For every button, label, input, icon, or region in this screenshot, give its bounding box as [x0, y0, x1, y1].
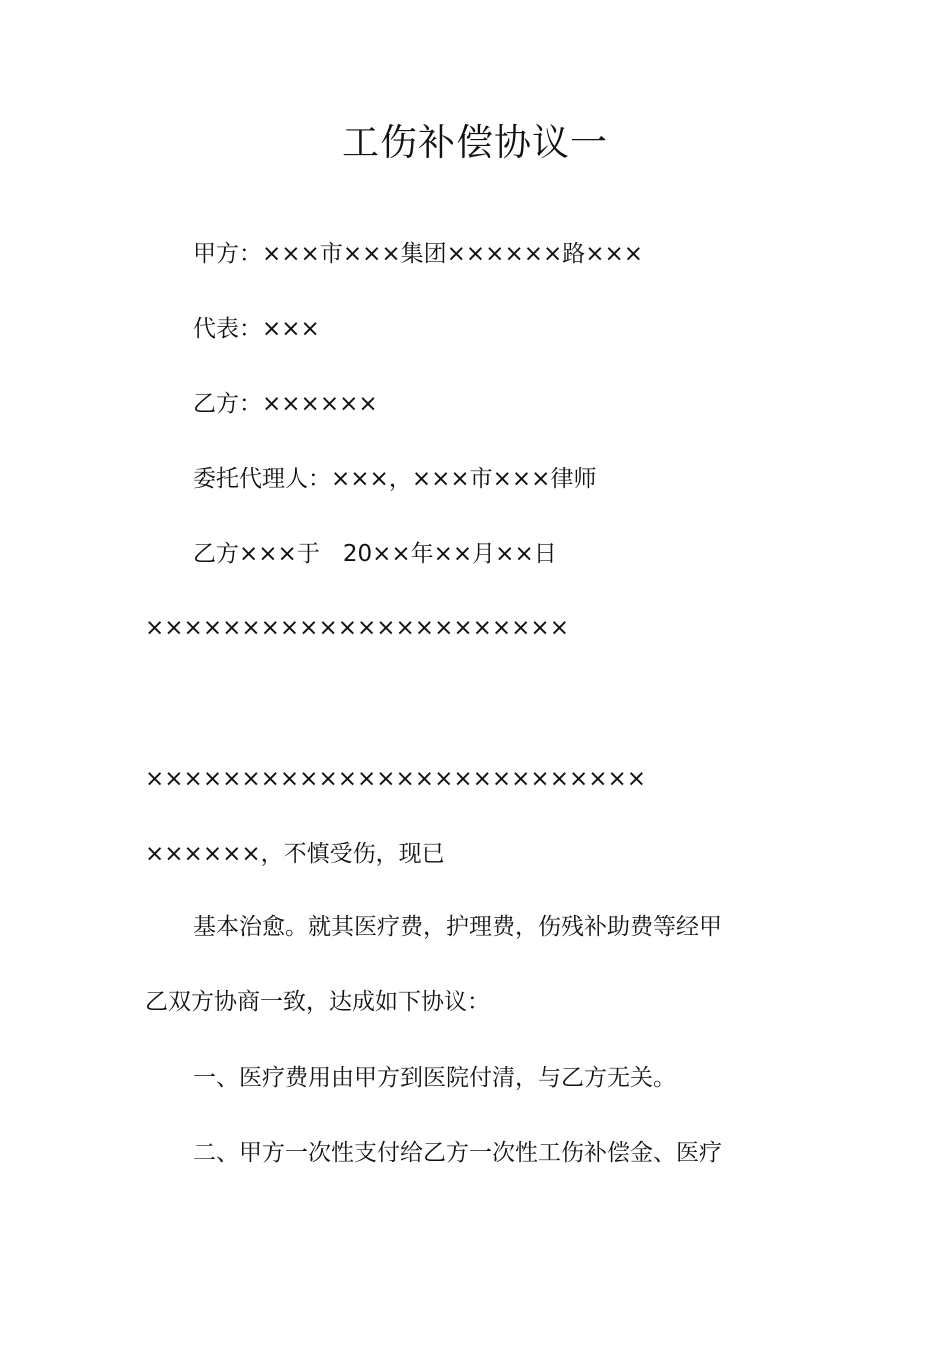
representative-line: 代表：××× — [193, 316, 320, 342]
clause-1-line: 一、医疗费用由甲方到医院付清，与乙方无关。 — [193, 1065, 676, 1091]
document-title: 工伤补偿协议一 — [342, 121, 608, 164]
recovery-line: 基本治愈。就其医疗费，护理费，伤残补助费等经甲 — [193, 914, 722, 940]
redacted-line-1: ×××××××××××××××××××××× — [145, 615, 569, 641]
agent-line: 委托代理人：×××，×××市×××律师 — [193, 466, 597, 492]
redacted-line-2: ×××××××××××××××××××××××××× — [145, 766, 647, 792]
party-b-line: 乙方：×××××× — [193, 391, 378, 417]
injury-date-line: 乙方×××于 20××年××月××日 — [193, 541, 557, 567]
clause-2-line: 二、甲方一次性支付给乙方一次性工伤补偿金、医疗 — [193, 1140, 722, 1166]
agreement-intro-line: 乙双方协商一致，达成如下协议： — [145, 989, 490, 1015]
injury-status-line: ××××××，不慎受伤，现已 — [145, 841, 445, 867]
party-a-line: 甲方：×××市×××集团××××××路××× — [193, 241, 644, 267]
